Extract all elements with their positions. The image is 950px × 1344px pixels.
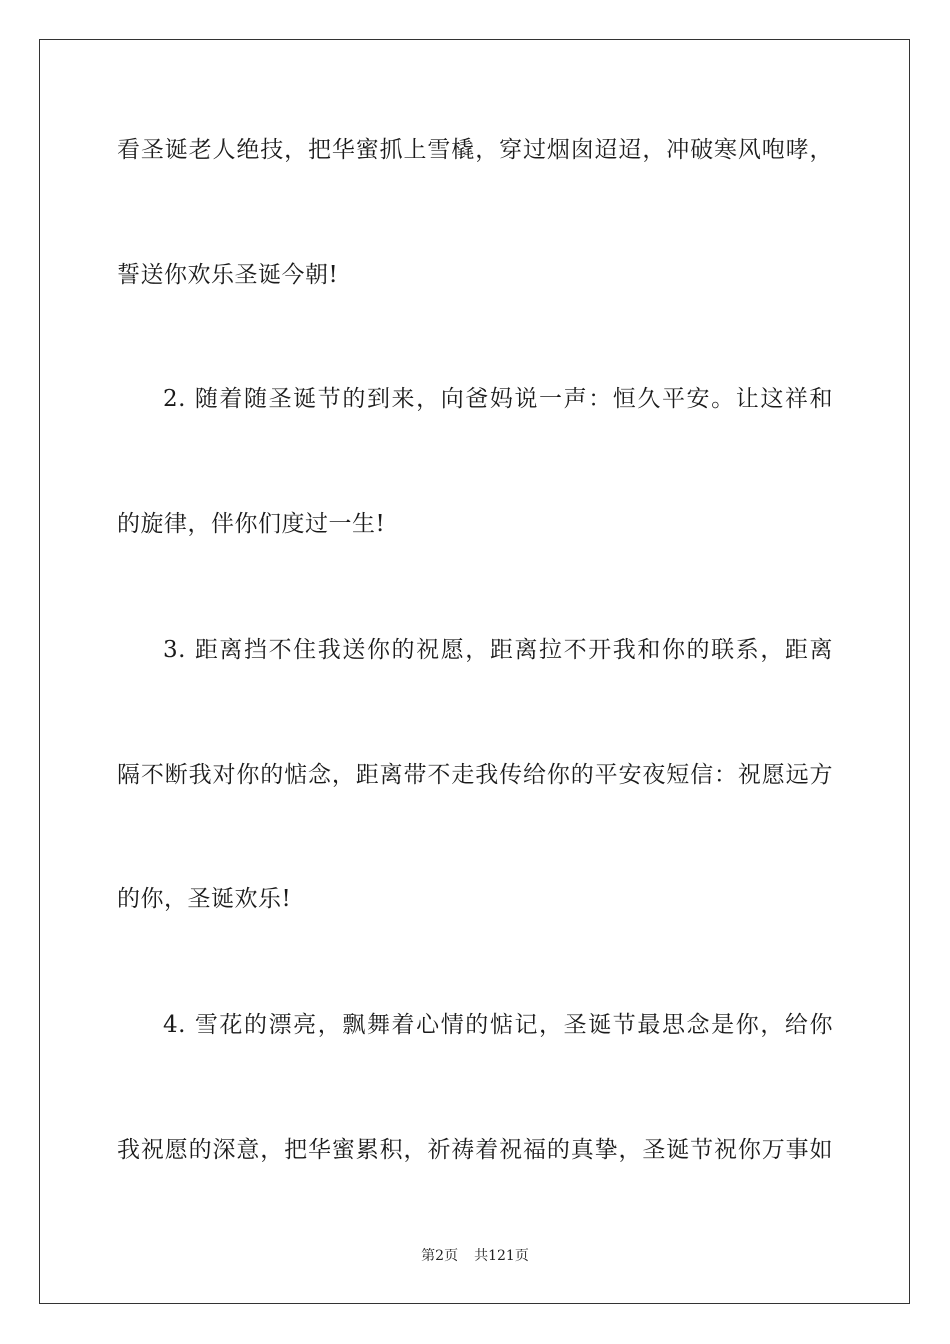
page-total: 共121页: [474, 1248, 529, 1264]
text-line: 看圣诞老人绝技，把华蜜抓上雪橇，穿过烟囱迢迢，冲破寒风咆哮，: [117, 137, 833, 163]
text-line: 的旋律，伴你们度过一生!: [117, 511, 386, 537]
text-line: 隔不断我对你的惦念，距离带不走我传给你的平安夜短信：祝愿远方: [117, 762, 833, 788]
paragraph-3-first-line: 3. 距离挡不住我送你的祝愿，距离拉不开我和你的联系，距离: [163, 637, 833, 663]
page-number: 第2页: [421, 1248, 459, 1264]
paragraph-4-first-line: 4. 雪花的漂亮，飘舞着心情的惦记，圣诞节最思念是你，给你: [163, 1012, 833, 1038]
text-line: 誓送你欢乐圣诞今朝!: [117, 262, 339, 288]
text-line: 我祝愿的深意，把华蜜累积，祈祷着祝福的真挚，圣诞节祝你万事如: [117, 1137, 833, 1163]
paragraph-2-first-line: 2. 随着随圣诞节的到来，向爸妈说一声：恒久平安。让这祥和: [163, 386, 833, 412]
page-border: [39, 39, 910, 1304]
page-footer: [0, 1247, 950, 1265]
text-line: 的你，圣诞欢乐!: [117, 886, 292, 912]
